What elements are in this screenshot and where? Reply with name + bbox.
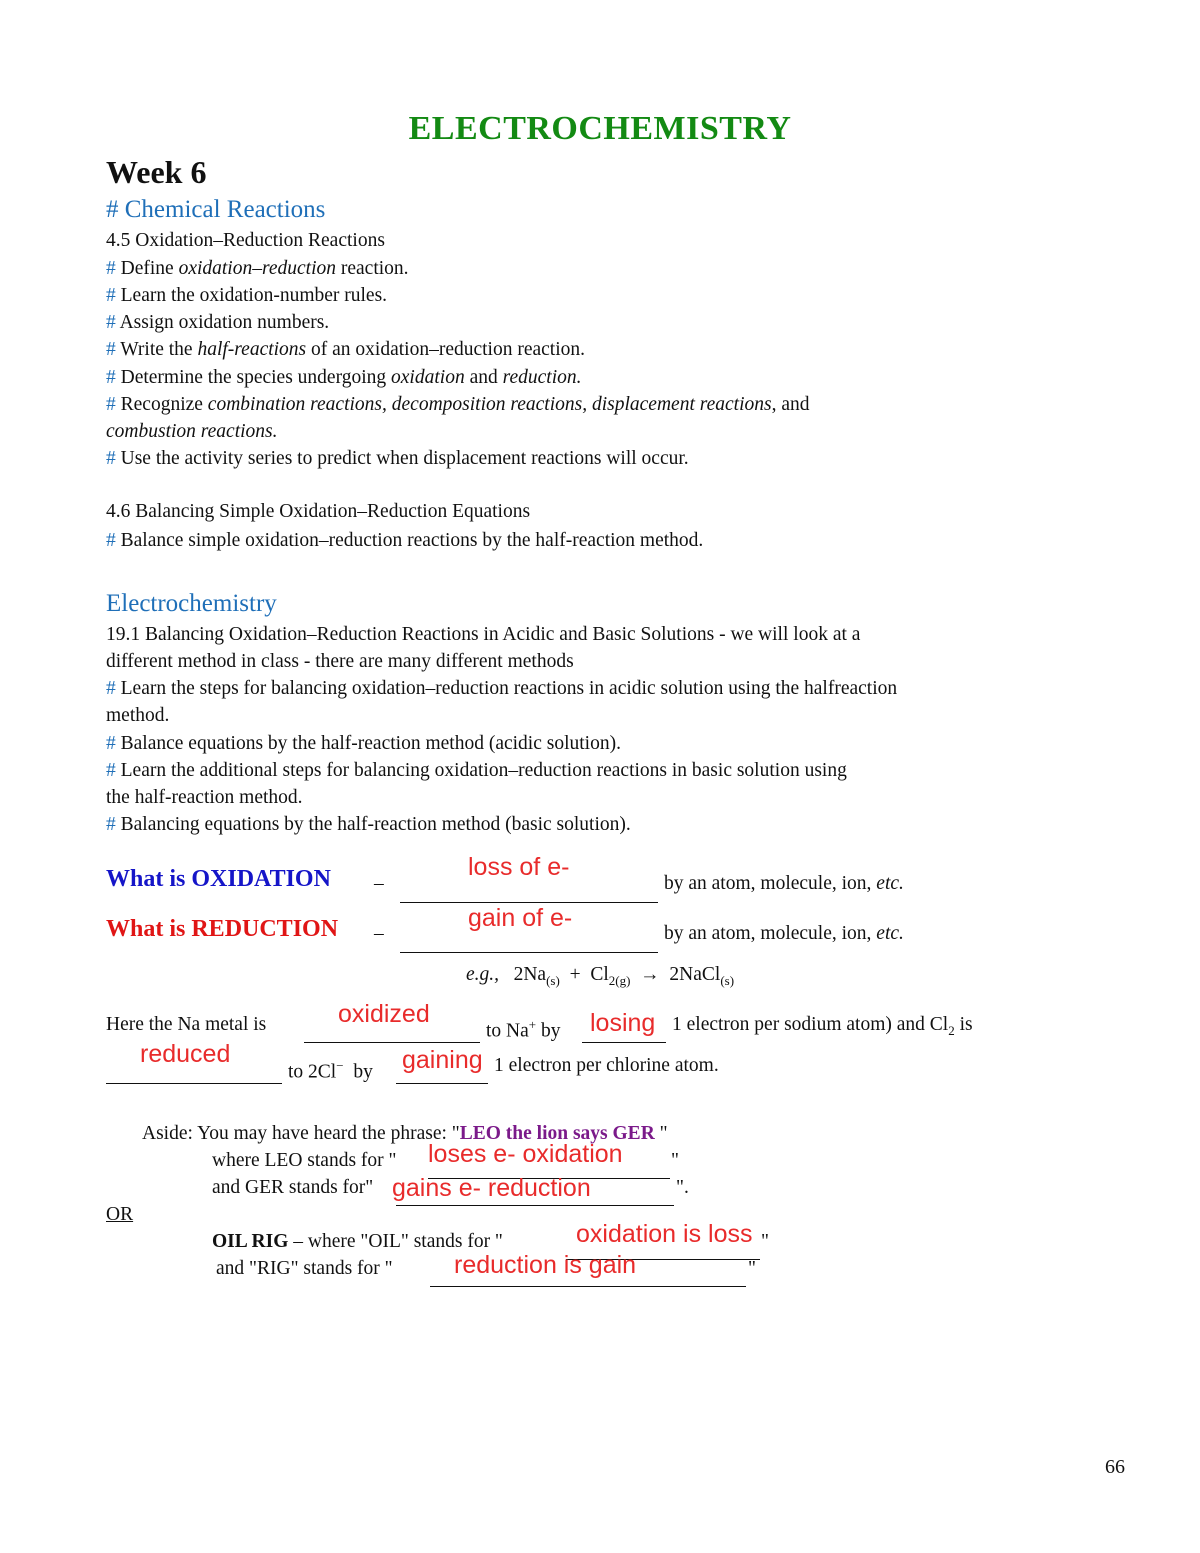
subsection-19-1: 19.1 Balancing Oxidation–Reduction Reactions in Acidic and Basic Solutions - we will look at a (106, 624, 861, 645)
item-emphasis: oxidation (391, 367, 465, 388)
state-gas: (g) (615, 972, 631, 988)
item-text: reaction. (335, 258, 409, 279)
oxidation-label: What is OXIDATION (106, 866, 331, 892)
subsection-4-5: 4.5 Oxidation–Reduction Reactions (106, 230, 385, 251)
oxidation-suffix (664, 872, 904, 896)
objective-item (106, 447, 689, 471)
or-label: OR (106, 1204, 134, 1225)
suffix-emphasis: etc. (876, 873, 904, 894)
reduction-suffix (664, 922, 904, 946)
objective-item (106, 732, 621, 756)
sentence-text: by (353, 1061, 373, 1083)
item-emphasis: oxidation–reduction (178, 258, 336, 279)
state-solid: (s) (720, 972, 735, 988)
rig-definition: and "RIG" stands for " (216, 1258, 393, 1279)
bullet-hash: # (106, 448, 116, 469)
product-nacl: 2NaCl (669, 964, 721, 985)
bullet-hash: # (106, 339, 116, 360)
sentence-text: by (541, 1020, 561, 1042)
oxidation-dash: – (374, 873, 384, 894)
reduction-answer: gain of e- (468, 904, 573, 932)
superscript-plus: + (528, 1017, 537, 1032)
oil-answer: oxidation is loss (576, 1220, 753, 1248)
bullet-hash: # (106, 312, 116, 333)
item-text: Use the activity series to predict when displacement reactions will occur. (120, 448, 689, 469)
reduction-label: What is REDUCTION (106, 916, 339, 942)
reactant-sodium: 2Na (513, 964, 547, 985)
bullet-hash: # (106, 530, 116, 551)
reduction-question (106, 916, 338, 943)
bullet-hash: # (106, 678, 116, 699)
oxidation-question (106, 866, 331, 893)
sentence-text: to 2Cl (288, 1061, 337, 1083)
item-text: Determine the species undergoing (120, 367, 392, 388)
aside-text: – where "OIL" stands for " (288, 1231, 503, 1252)
section-heading-chemical-reactions: # Chemical Reactions (106, 196, 326, 223)
aside-text: Aside: You may have heard the phrase: " (142, 1123, 460, 1144)
blank-line (582, 1040, 666, 1043)
reduced-blank[interactable] (106, 1071, 282, 1089)
objective-item-continued (106, 420, 278, 444)
ger-answer: gains e- reduction (392, 1174, 591, 1202)
bullet-hash: # (106, 733, 116, 754)
rig-close-quote: " (748, 1258, 756, 1279)
item-emphasis: combustion reactions. (106, 421, 278, 442)
mnemonic-oil-rig: OIL RIG (212, 1231, 289, 1252)
sentence-text: 1 electron per sodium atom) and Cl (672, 1014, 949, 1035)
blank-line (106, 1081, 282, 1084)
oxidized-answer: oxidized (338, 1000, 430, 1028)
reduced-answer: reduced (140, 1040, 231, 1068)
section-heading-electrochemistry: Electrochemistry (106, 590, 277, 617)
subsection-4-6: 4.6 Balancing Simple Oxidation–Reduction Equations (106, 501, 531, 522)
ger-definition: and GER stands for" (212, 1177, 374, 1198)
item-emphasis: combination reactions, decomposition reactions, displacement reactions (207, 394, 772, 415)
mnemonic-leo-ger: LEO the lion says GER (459, 1123, 655, 1144)
suffix-text: by an atom, molecule, ion, (664, 873, 877, 894)
blank-line (396, 1081, 488, 1084)
plus-sign: + (569, 964, 581, 985)
reactant-chlorine: Cl (590, 964, 609, 985)
ger-close-quote: ". (676, 1177, 689, 1198)
objective-item (106, 759, 847, 783)
objective-item (106, 338, 585, 362)
blank-line (304, 1040, 480, 1043)
item-emphasis: reduction. (502, 367, 582, 388)
item-text: Define (120, 258, 179, 279)
superscript-minus: − (336, 1058, 344, 1073)
losing-answer: losing (590, 1009, 656, 1037)
item-text: Assign oxidation numbers. (119, 312, 330, 333)
blank-line (430, 1284, 746, 1287)
subscript-2: 2 (608, 972, 616, 988)
page-number: 66 (1105, 1456, 1125, 1478)
objective-item (106, 813, 631, 837)
sentence-text: to Na (486, 1020, 529, 1042)
item-emphasis: half-reactions (197, 339, 307, 360)
aside-text: " (654, 1123, 668, 1144)
oil-close-quote: " (761, 1231, 769, 1252)
leo-answer: loses e- oxidation (428, 1140, 623, 1168)
state-solid: (s) (546, 972, 560, 988)
suffix-emphasis: etc. (876, 923, 904, 944)
bullet-hash: # (106, 814, 116, 835)
objective-item (106, 677, 897, 701)
objective-item-continued: the half-reaction method. (106, 787, 303, 808)
objective-item (106, 284, 387, 308)
blank-line (396, 1203, 674, 1206)
rig-answer: reduction is gain (454, 1251, 637, 1279)
item-text: Learn the oxidation-number rules. (120, 285, 388, 306)
objective-item (106, 393, 810, 417)
objective-item (106, 366, 582, 390)
item-text: Balance simple oxidation–reduction reactions by the half-reaction method. (120, 530, 704, 551)
leo-close-quote: " (671, 1150, 679, 1171)
subsection-19-1-continued: different method in class - there are many different methods (106, 651, 574, 672)
objective-item (106, 257, 409, 281)
na-sentence-start: Here the Na metal is (106, 1014, 267, 1035)
na-sentence-end (672, 1013, 973, 1043)
reaction-arrow: → (640, 964, 660, 985)
week-heading: Week 6 (106, 154, 207, 190)
bullet-hash: # (106, 285, 116, 306)
item-text: Learn the additional steps for balancing oxidation–reduction reactions in basic solution using (120, 760, 847, 781)
item-text: and (464, 367, 503, 388)
bullet-hash: # (106, 367, 116, 388)
item-text: , and (771, 394, 810, 415)
leo-definition: where LEO stands for " (212, 1150, 397, 1171)
item-text: of an oxidation–reduction reaction. (306, 339, 586, 360)
sentence-text: is (959, 1014, 973, 1035)
blank-line (400, 900, 658, 903)
bullet-hash: # (106, 258, 116, 279)
objective-item (106, 311, 329, 335)
reduction-blank[interactable] (400, 940, 658, 958)
bullet-hash: # (106, 760, 116, 781)
eg-label: e.g., (465, 964, 499, 985)
cl-sentence-end: 1 electron per chlorine atom. (494, 1055, 719, 1076)
bullet-hash: # (106, 394, 116, 415)
item-text: Learn the steps for balancing oxidation–reduction reactions in acidic solution using the halfreaction (120, 678, 898, 699)
na-sentence-mid (486, 1013, 561, 1044)
item-text: Balance equations by the half-reaction method (acidic solution). (120, 733, 621, 754)
oxidation-answer: loss of e- (468, 853, 570, 881)
gaining-answer: gaining (402, 1046, 483, 1074)
blank-line (400, 950, 658, 953)
suffix-text: by an atom, molecule, ion, (664, 923, 877, 944)
item-text: Recognize (120, 394, 208, 415)
subscript-2: 2 (948, 1022, 955, 1038)
reduction-dash: – (374, 923, 384, 944)
example-equation (0, 964, 1200, 989)
cl-sentence-mid (288, 1054, 373, 1085)
objective-item (106, 529, 703, 553)
item-text: Balancing equations by the half-reaction method (basic solution). (120, 814, 631, 835)
objective-item-continued: method. (106, 705, 170, 726)
page-title: ELECTROCHEMISTRY (408, 110, 792, 147)
item-text: Write the (120, 339, 198, 360)
